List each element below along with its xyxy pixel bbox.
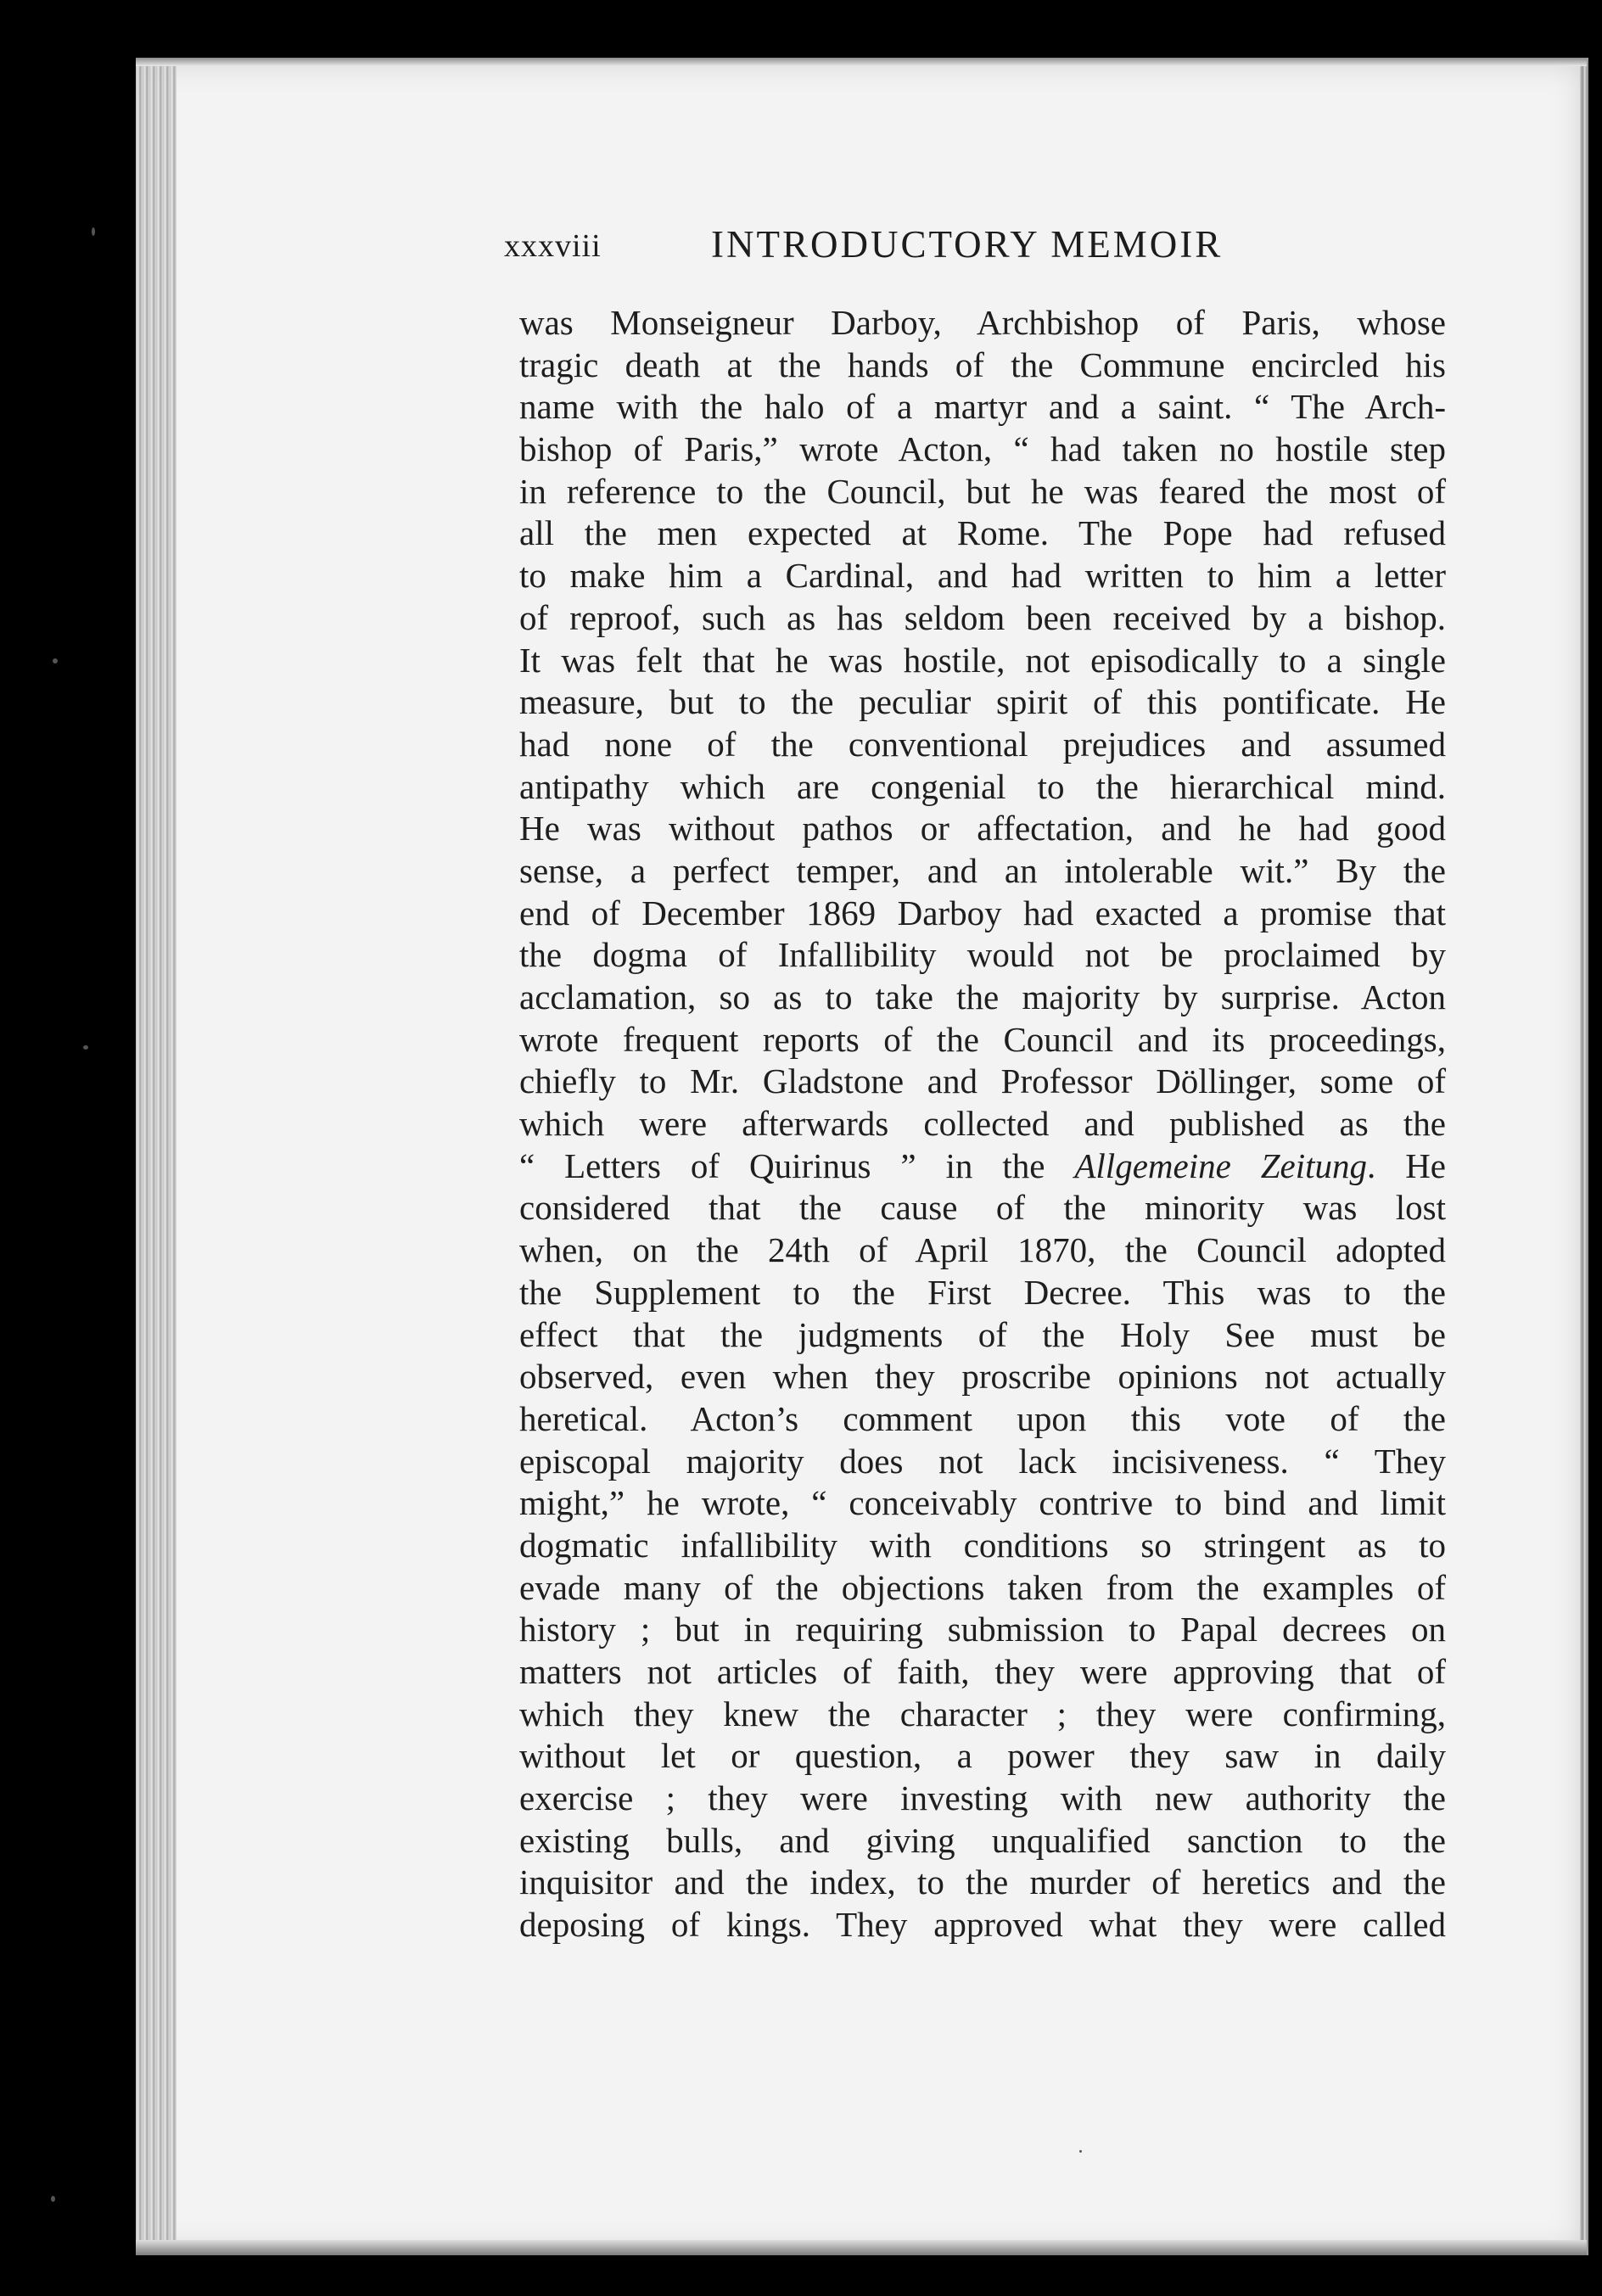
text-line: history ; but in requiring submission to Papal decrees on	[519, 1610, 1446, 1649]
text-line: end of December 1869 Darboy had exacted a promise that	[519, 893, 1446, 932]
text-line: measure, but to the peculiar spirit of this pontificate. He	[519, 682, 1446, 722]
text-line: tragic death at the hands of the Commune encircled his	[519, 344, 1446, 384]
text-line: name with the halo of a martyr and a saint. “ The Arch-	[519, 387, 1446, 427]
text-line: bishop of Paris,” wrote Acton, “ had taken no hostile step	[519, 429, 1446, 469]
text-line: which they knew the character ; they were confirming,	[519, 1694, 1446, 1733]
binding-gutter	[136, 58, 176, 2255]
text-line: of reproof, such as has seldom been received by a bishop.	[519, 597, 1446, 637]
text-line: inquisitor and the index, to the murder of heretics and the	[519, 1862, 1446, 1902]
body-text	[519, 302, 1446, 1946]
page-bottom-edge	[136, 2240, 1587, 2255]
text-line: He was without pathos or affectation, and he had good	[519, 809, 1446, 848]
page-fore-edge	[1580, 58, 1588, 2255]
text-line: might,” he wrote, “ conceivably contrive to bind and limit	[519, 1483, 1446, 1523]
page-number: xxxviii	[504, 228, 602, 264]
text-line: antipathy which are congenial to the hierarchical mind.	[519, 766, 1446, 806]
running-title: INTRODUCTORY MEMOIR	[711, 223, 1224, 266]
text-line: was Monseigneur Darboy, Archbishop of Paris, whose	[519, 303, 1446, 342]
text-line: considered that the cause of the minority was lost	[519, 1188, 1446, 1228]
text-line: the dogma of Infallibility would not be proclaimed by	[519, 935, 1446, 975]
text-line: It was felt that he was hostile, not episodically to a single	[519, 640, 1446, 680]
text-line: observed, even when they proscribe opinions not actually	[519, 1357, 1446, 1397]
text-line: wrote frequent reports of the Council and its proceedings,	[519, 1019, 1446, 1059]
text-line: had none of the conventional prejudices and assumed	[519, 724, 1446, 764]
text-line: exercise ; they were investing with new authority the	[519, 1778, 1446, 1818]
text-line: to make him a Cardinal, and had written to him a letter	[519, 556, 1446, 596]
text-line: the Supplement to the First Decree. This was to the	[519, 1272, 1446, 1312]
text-line: without let or question, a power they saw in daily	[519, 1736, 1446, 1776]
text-line: all the men expected at Rome. The Pope had refused	[519, 513, 1446, 553]
italic-title: Allgemeine Zeitung	[1074, 1145, 1368, 1185]
text-line: heretical. Acton’s comment upon this vote of the	[519, 1398, 1446, 1438]
text-line: episcopal majority does not lack incisiveness. “ They	[519, 1441, 1446, 1481]
text-line: effect that the judgments of the Holy See must be	[519, 1314, 1446, 1354]
text-line: existing bulls, and giving unqualified sanction to the	[519, 1820, 1446, 1860]
text-line: sense, a perfect temper, and an intolerable wit.” By the	[519, 850, 1446, 890]
running-head	[504, 222, 1454, 277]
text-line: evade many of the objections taken from the examples of	[519, 1567, 1446, 1607]
page-top-edge	[136, 58, 1587, 66]
text-line: matters not articles of faith, they were approving that of	[519, 1652, 1446, 1691]
text-line: deposing of kings. They approved what they were called	[519, 1905, 1446, 1945]
text-line: in reference to the Council, but he was feared the most of	[519, 471, 1446, 511]
text-line: when, on the 24th of April 1870, the Council adopted	[519, 1230, 1446, 1270]
text-line: dogmatic infallibility with conditions so stringent as to	[519, 1525, 1446, 1565]
text-line: chiefly to Mr. Gladstone and Professor Döllinger, some of	[519, 1061, 1446, 1101]
text-line: acclamation, so as to take the majority by surprise. Acton	[519, 977, 1446, 1016]
text-line: which were afterwards collected and published as the	[519, 1104, 1446, 1144]
text-line: “ Letters of Quirinus ” in the Allgemeine Zeitung. He	[519, 1145, 1447, 1185]
